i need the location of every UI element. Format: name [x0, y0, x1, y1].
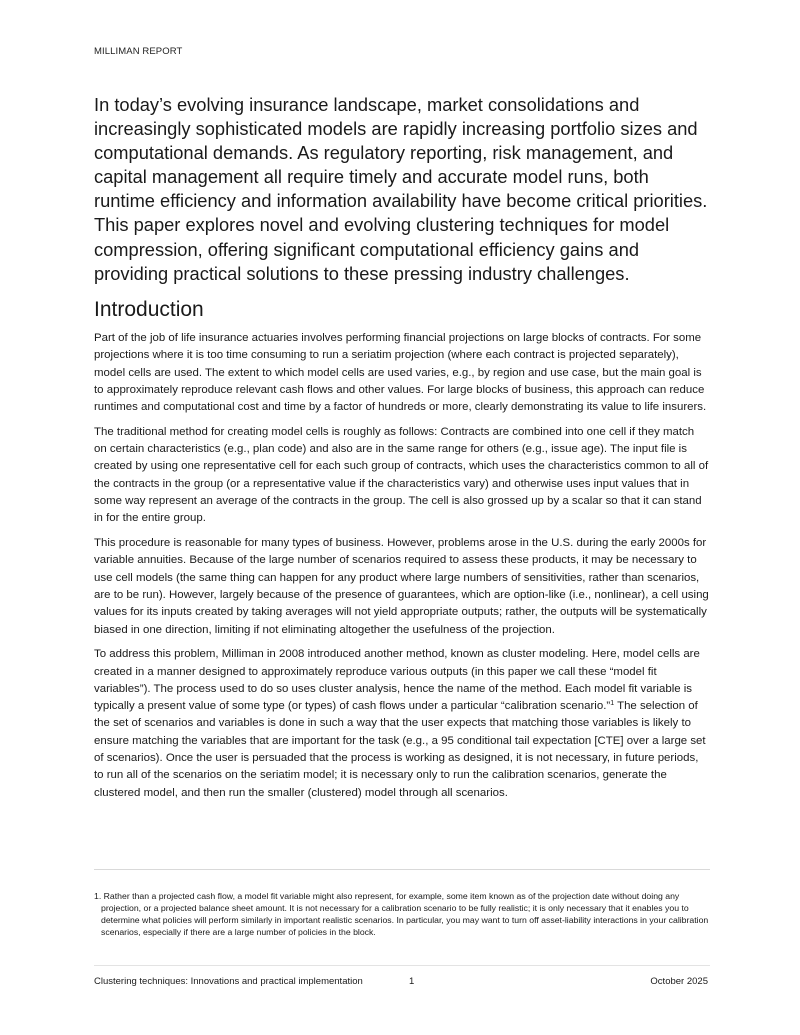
footnote: 1. Rather than a projected cash flow, a model fit variable might also represent, for example, some item known as of the projection date without doing any projection, or a projected balance sheet amount. It is not necessary for a calibration scenario to be fully realistic; it is only necessary that it enables you to determine what policies will perform similarly in important realistic scenarios. In particular, you may want to turn off asset-liability interactions in your calibration scenarios, especially if there are a large number of policies in the block. — [94, 891, 709, 937]
lede-paragraph: In today’s evolving insurance landscape, market consolidations and increasingly sophisticated models are rapidly increasing portfolio sizes and computational demands. As regulatory reporting, risk management, and capital management all require timely and accurate model runs, both runtime efficiency and information availability have become critical priorities. This paper explores novel and evolving clustering techniques for model compression, offering significant computational efficiency gains and providing practical solutions to these pressing industry challenges. — [94, 94, 708, 284]
footer-title: Clustering techniques: Innovations and practical implementation — [94, 976, 363, 987]
body-paragraph: The traditional method for creating model cells is roughly as follows: Contracts are combined into one cell if they match on certain characteristics (e.g., plan code) and also are in the same range for others (e.g., issue age). The input file is created by using one representative cell for each such group of contracts, which uses the characteristics common to all of the contracts in the group (or a representative value if the characteristics vary) and otherwise uses input values that in some way represent an average of the contracts in the group. The cell is also grossed up by a scalar so that it can stand in for the entire group. — [94, 425, 709, 525]
body-text-span: The selection of the set of scenarios and variables is done in such a way that the user expects that matching those variables is likely to ensure matching the variables that are important for the task (e.g., a 95 conditional tail expectation [CTE] over a large set of scenarios). Once the user is persuaded that the process is working as designed, it is not necessary, in future periods, to run all of the scenarios on the seriatim model; it is necessary only to run the calibration scenarios, generate the clustered model, and then run the smaller (clustered) model through all scenarios. — [94, 700, 706, 799]
body-paragraph: Part of the job of life insurance actuaries involves performing financial projections on large blocks of contracts. For some projections where it is too time consuming to run a seriatim projection (where each contract is projected separately), model cells are used. The extent to which model cells are used varies, e.g., by region and use case, but the main goal is to approximately reproduce relevant cash flows and other values. For large blocks of business, this approach can reduce runtimes and computational cost and time by a factor of hundreds or more, clearly demonstrating its value to life insurers. — [94, 332, 707, 414]
body-paragraph: This procedure is reasonable for many types of business. However, problems arose in the U.S. during the early 2000s for variable annuities. Because of the large number of scenarios required to assess these products, it may be necessary to use cell models (the same thing can happen for any product where large numbers of sensitivities, rather than scenarios, are to be run). However, largely because of the presence of guarantees, which are option-like (i.e., nonlinear), a cell using values for its inputs created by taking averages will not yield appropriate outputs; rather, the outputs will be systematically biased in one direction, limiting if not eliminating altogether the usefulness of the projection. — [94, 537, 709, 636]
footer-divider — [94, 965, 710, 966]
section-heading: Introduction — [94, 298, 204, 321]
report-label: MILLIMAN REPORT — [94, 46, 183, 57]
body-text-span: To address this problem, Milliman in 2008 introduced another method, known as cluster modeling. Here, model cells are created in a manner designed to approximately reproduce various outputs (in this paper we call these “model fit variables”). The process used to do so uses cluster analysis, hence the name of the method. Each model fit variable is typically a present value of some type (or types) of cash flows under a particular “calibration scenario.” — [94, 648, 700, 713]
footnote-reference[interactable]: 1 — [610, 700, 615, 708]
body-text — [94, 330, 710, 809]
footer-date: October 2025 — [650, 976, 708, 987]
page-number: 1 — [409, 976, 415, 987]
body-paragraph — [94, 646, 710, 802]
footnote-divider — [94, 869, 710, 870]
